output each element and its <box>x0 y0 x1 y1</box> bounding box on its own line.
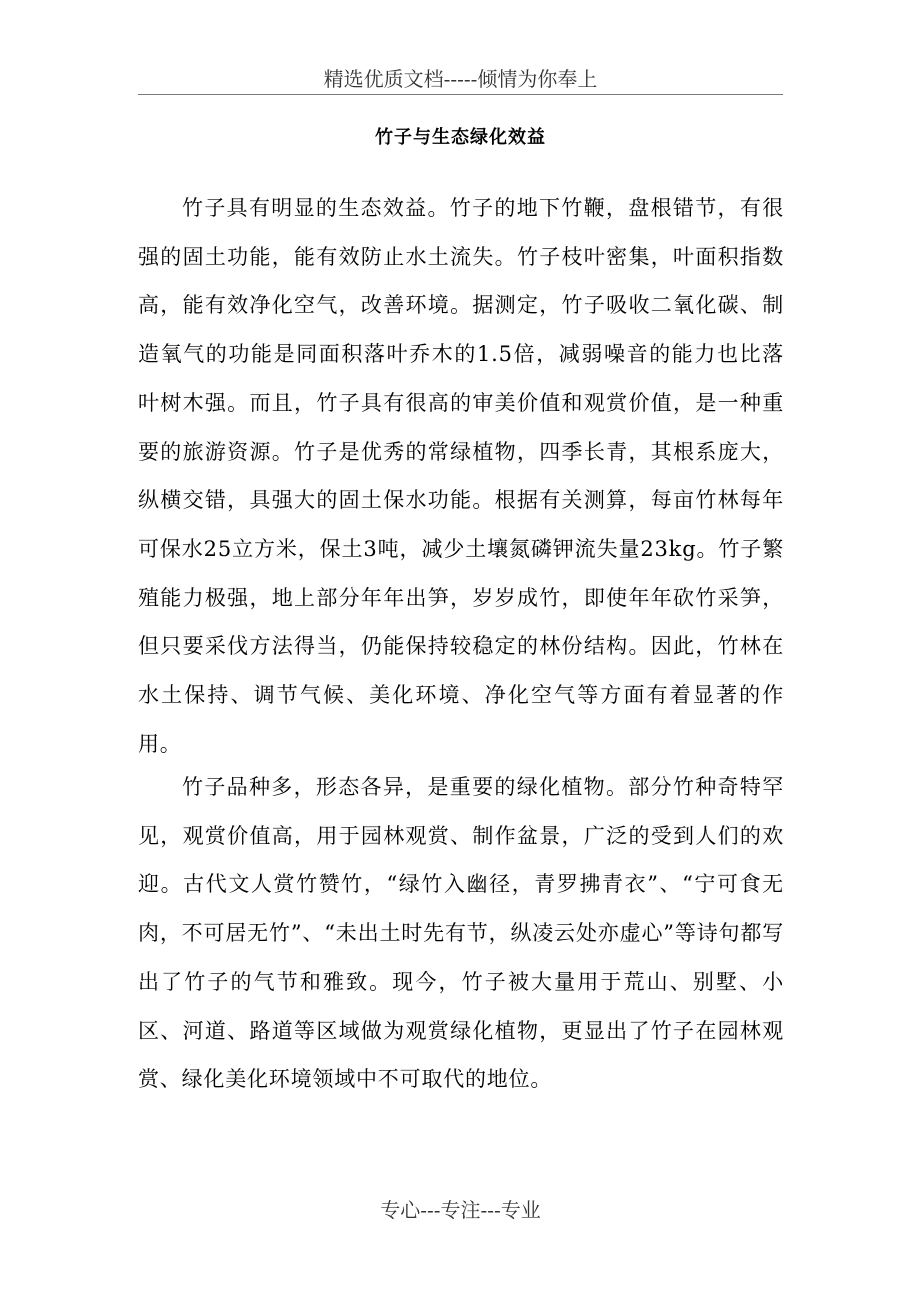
body-paragraph-2: 竹子品种多，形态各异，是重要的绿化植物。部分竹种奇特罕见，观赏价值高，用于园林观赏、制作盆景，广泛的受到人们的欢迎。古代文人赏竹赞竹，“绿竹入幽径，青罗拂青衣”、“宁可食无肉，不可居无竹”、“未出土时先有节，纵凌云处亦虚心”等诗句都写出了竹子的气节和雅致。现今，竹子被大量用于荒山、别墅、小区、河道、路道等区域做为观赏绿化植物，更显出了竹子在园林观赏、绿化美化环境领域中不可取代的地位。 <box>138 775 784 1092</box>
page-header: 精选优质文档-----倾情为你奉上 <box>138 64 783 95</box>
page-footer: 专心---专注---专业 <box>380 1198 541 1222</box>
document-title: 竹子与生态绿化效益 <box>375 127 546 148</box>
body-paragraph-1: 竹子具有明显的生态效益。竹子的地下竹鞭，盘根错节，有很强的固土功能，能有效防止水土流失。竹子枝叶密集，叶面积指数高，能有效净化空气，改善环境。据测定，竹子吸收二氧化碳、制造氧气的功能是同面积落叶乔木的1.5倍，减弱噪音的能力也比落叶树木强。而且，竹子具有很高的审美价值和观赏价值，是一种重要的旅游资源。竹子是优秀的常绿植物，四季长青，其根系庞大，纵横交错，具强大的固土保水功能。根据有关测算，每亩竹林每年可保水25立方米，保土3吨，减少土壤氮磷钾流失量23kg。竹子繁殖能力极强，地上部分年年出笋，岁岁成竹，即使年年砍竹采笋，但只要采伐方法得当，仍能保持较稳定的林份结构。因此，竹林在水土保持、调节气候、美化环境、净化空气等方面有着显著的作用。 <box>138 196 784 756</box>
